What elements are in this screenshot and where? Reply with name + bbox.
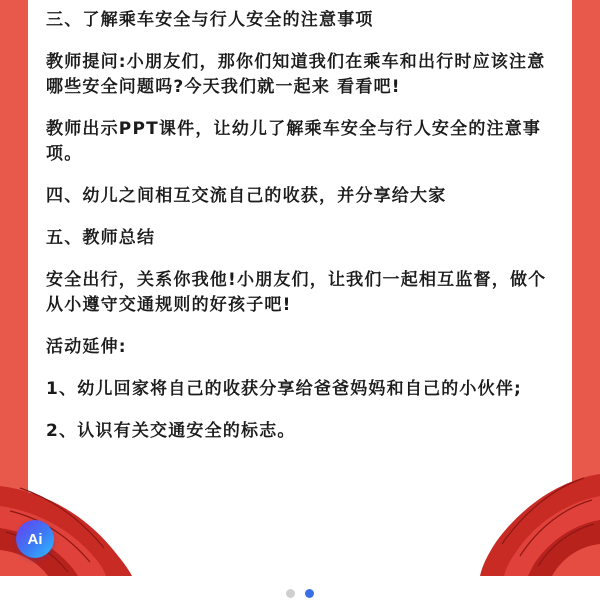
extension-item-1: 1、幼儿回家将自己的收获分享给爸爸妈妈和自己的小伙伴; [46, 379, 523, 399]
ai-assistant-button[interactable]: Ai [16, 520, 54, 558]
teacher-ppt-paragraph: 教师出示PPT课件，让幼儿了解乘车安全与行人安全的注意事项。 [46, 119, 542, 164]
extension-heading: 活动延伸: [46, 337, 127, 357]
document-body [46, 8, 556, 461]
page-dot-2[interactable] [305, 589, 314, 598]
page-indicator [0, 588, 600, 600]
red-fan-decoration-right [460, 456, 600, 576]
red-fan-decoration-left [0, 466, 150, 576]
section-heading-4: 四、幼儿之间相互交流自己的收获，并分享给大家 [46, 186, 447, 206]
summary-paragraph: 安全出行，关系你我他!小朋友们，让我们一起相互监督，做个从小遵守交通规则的好孩子吧! [46, 270, 547, 315]
section-heading-5: 五、教师总结 [46, 228, 156, 248]
extension-item-2: 2、认识有关交通安全的标志。 [46, 421, 296, 441]
section-heading-3: 三、了解乘车安全与行人安全的注意事项 [46, 10, 374, 30]
teacher-question-paragraph: 教师提问:小朋友们，那你们知道我们在乘车和出行时应该注意哪些安全问题吗?今天我们就一起来 看看吧! [46, 52, 546, 97]
page-dot-1[interactable] [286, 589, 295, 598]
